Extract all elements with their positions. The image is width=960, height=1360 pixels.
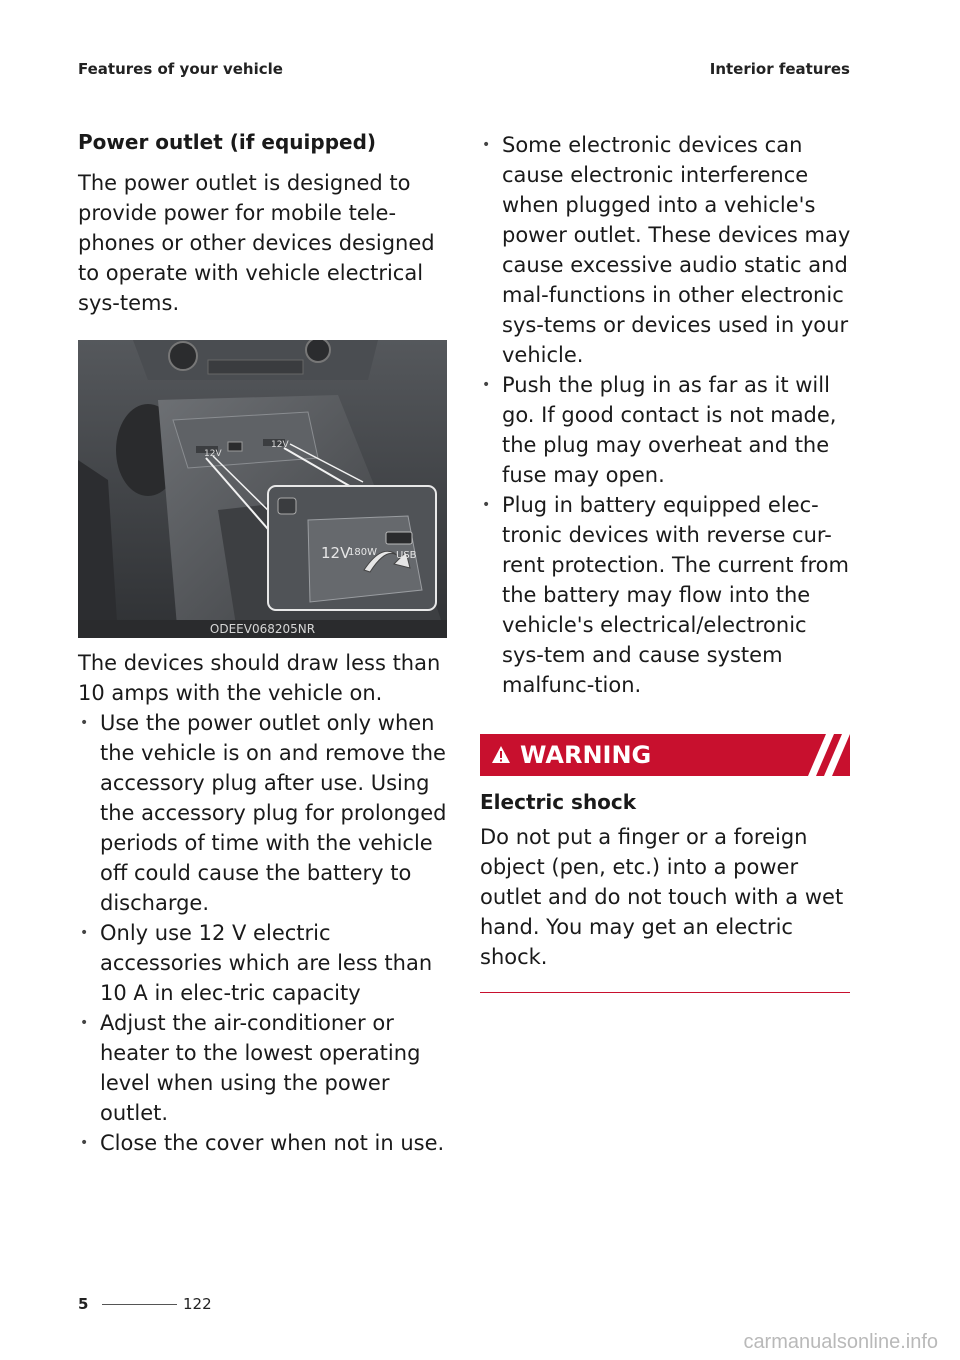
footer-divider	[102, 1304, 177, 1305]
list-item: • Use the power outlet only when the vehicle is on and remove the accessory plug after use. Using the accessory plug for prolonged periods of time with the vehicle off could cause the battery to discharge.	[78, 708, 450, 918]
figure-label-12v-right: 12V	[271, 440, 289, 450]
inset-label-watt: 180W	[348, 547, 377, 558]
lead-paragraph: The devices should draw less than 10 amps with the vehicle on.	[78, 651, 441, 705]
figure-label-12v-left: 12V	[204, 449, 222, 459]
inset-label-12v: 12V	[321, 544, 351, 562]
watermark: carmanualsonline.info	[743, 1331, 938, 1353]
power-outlet-figure	[78, 340, 447, 638]
list-item: • Push the plug in as far as it will go. If good contact is not made, the plug may overheat and the fuse may open.	[480, 370, 852, 490]
figure-code: ODEEV068205NR	[78, 620, 447, 638]
right-column	[480, 130, 852, 993]
footer-page-number: 122	[183, 1295, 212, 1313]
warning-divider	[480, 992, 850, 993]
list-item: • Some electronic devices can cause electronic interference when plugged into a vehicle's power outlet. These devices may cause excessive audio static and mal-functions in other electronic sys-tems or devices used in your vehicle.	[480, 130, 852, 370]
list-item: • Plug in battery equipped elec-tronic devices with reverse cur-rent protection. The current from the battery may flow into the vehicle's electrical/electronic sys-tem and cause system malfunc-tion.	[480, 490, 852, 700]
footer-section-number: 5	[78, 1295, 89, 1313]
console-illustration	[78, 340, 447, 638]
intro-paragraph: The power outlet is designed to provide power for mobile tele-phones or other devices designed to operate with vehicle electrical sys-tems.	[78, 171, 435, 315]
left-column	[78, 128, 450, 1158]
warning-triangle-icon	[491, 745, 511, 765]
running-header-left: Features of your vehicle	[78, 60, 283, 78]
warning-stripes-icon	[790, 734, 850, 776]
left-bullet-list	[78, 708, 450, 1158]
list-item: • Only use 12 V electric accessories which are less than 10 A in elec-tric capacity	[78, 918, 450, 1008]
warning-text: Do not put a finger or a foreign object (pen, etc.) into a power outlet and do not touch with a wet hand. You may get an electric shock.	[480, 825, 844, 969]
running-header-right: Interior features	[709, 60, 850, 78]
warning-banner	[480, 734, 850, 776]
warning-label: WARNING	[520, 741, 652, 769]
warning-heading: Electric shock	[480, 790, 637, 814]
section-title: Power outlet (if equipped)	[78, 130, 377, 154]
list-item: • Adjust the air-conditioner or heater to the lowest operating level when using the power outlet.	[78, 1008, 450, 1128]
inset-label-usb: USB	[396, 550, 417, 561]
right-bullet-list	[480, 130, 852, 700]
list-item: • Close the cover when not in use.	[78, 1128, 450, 1158]
